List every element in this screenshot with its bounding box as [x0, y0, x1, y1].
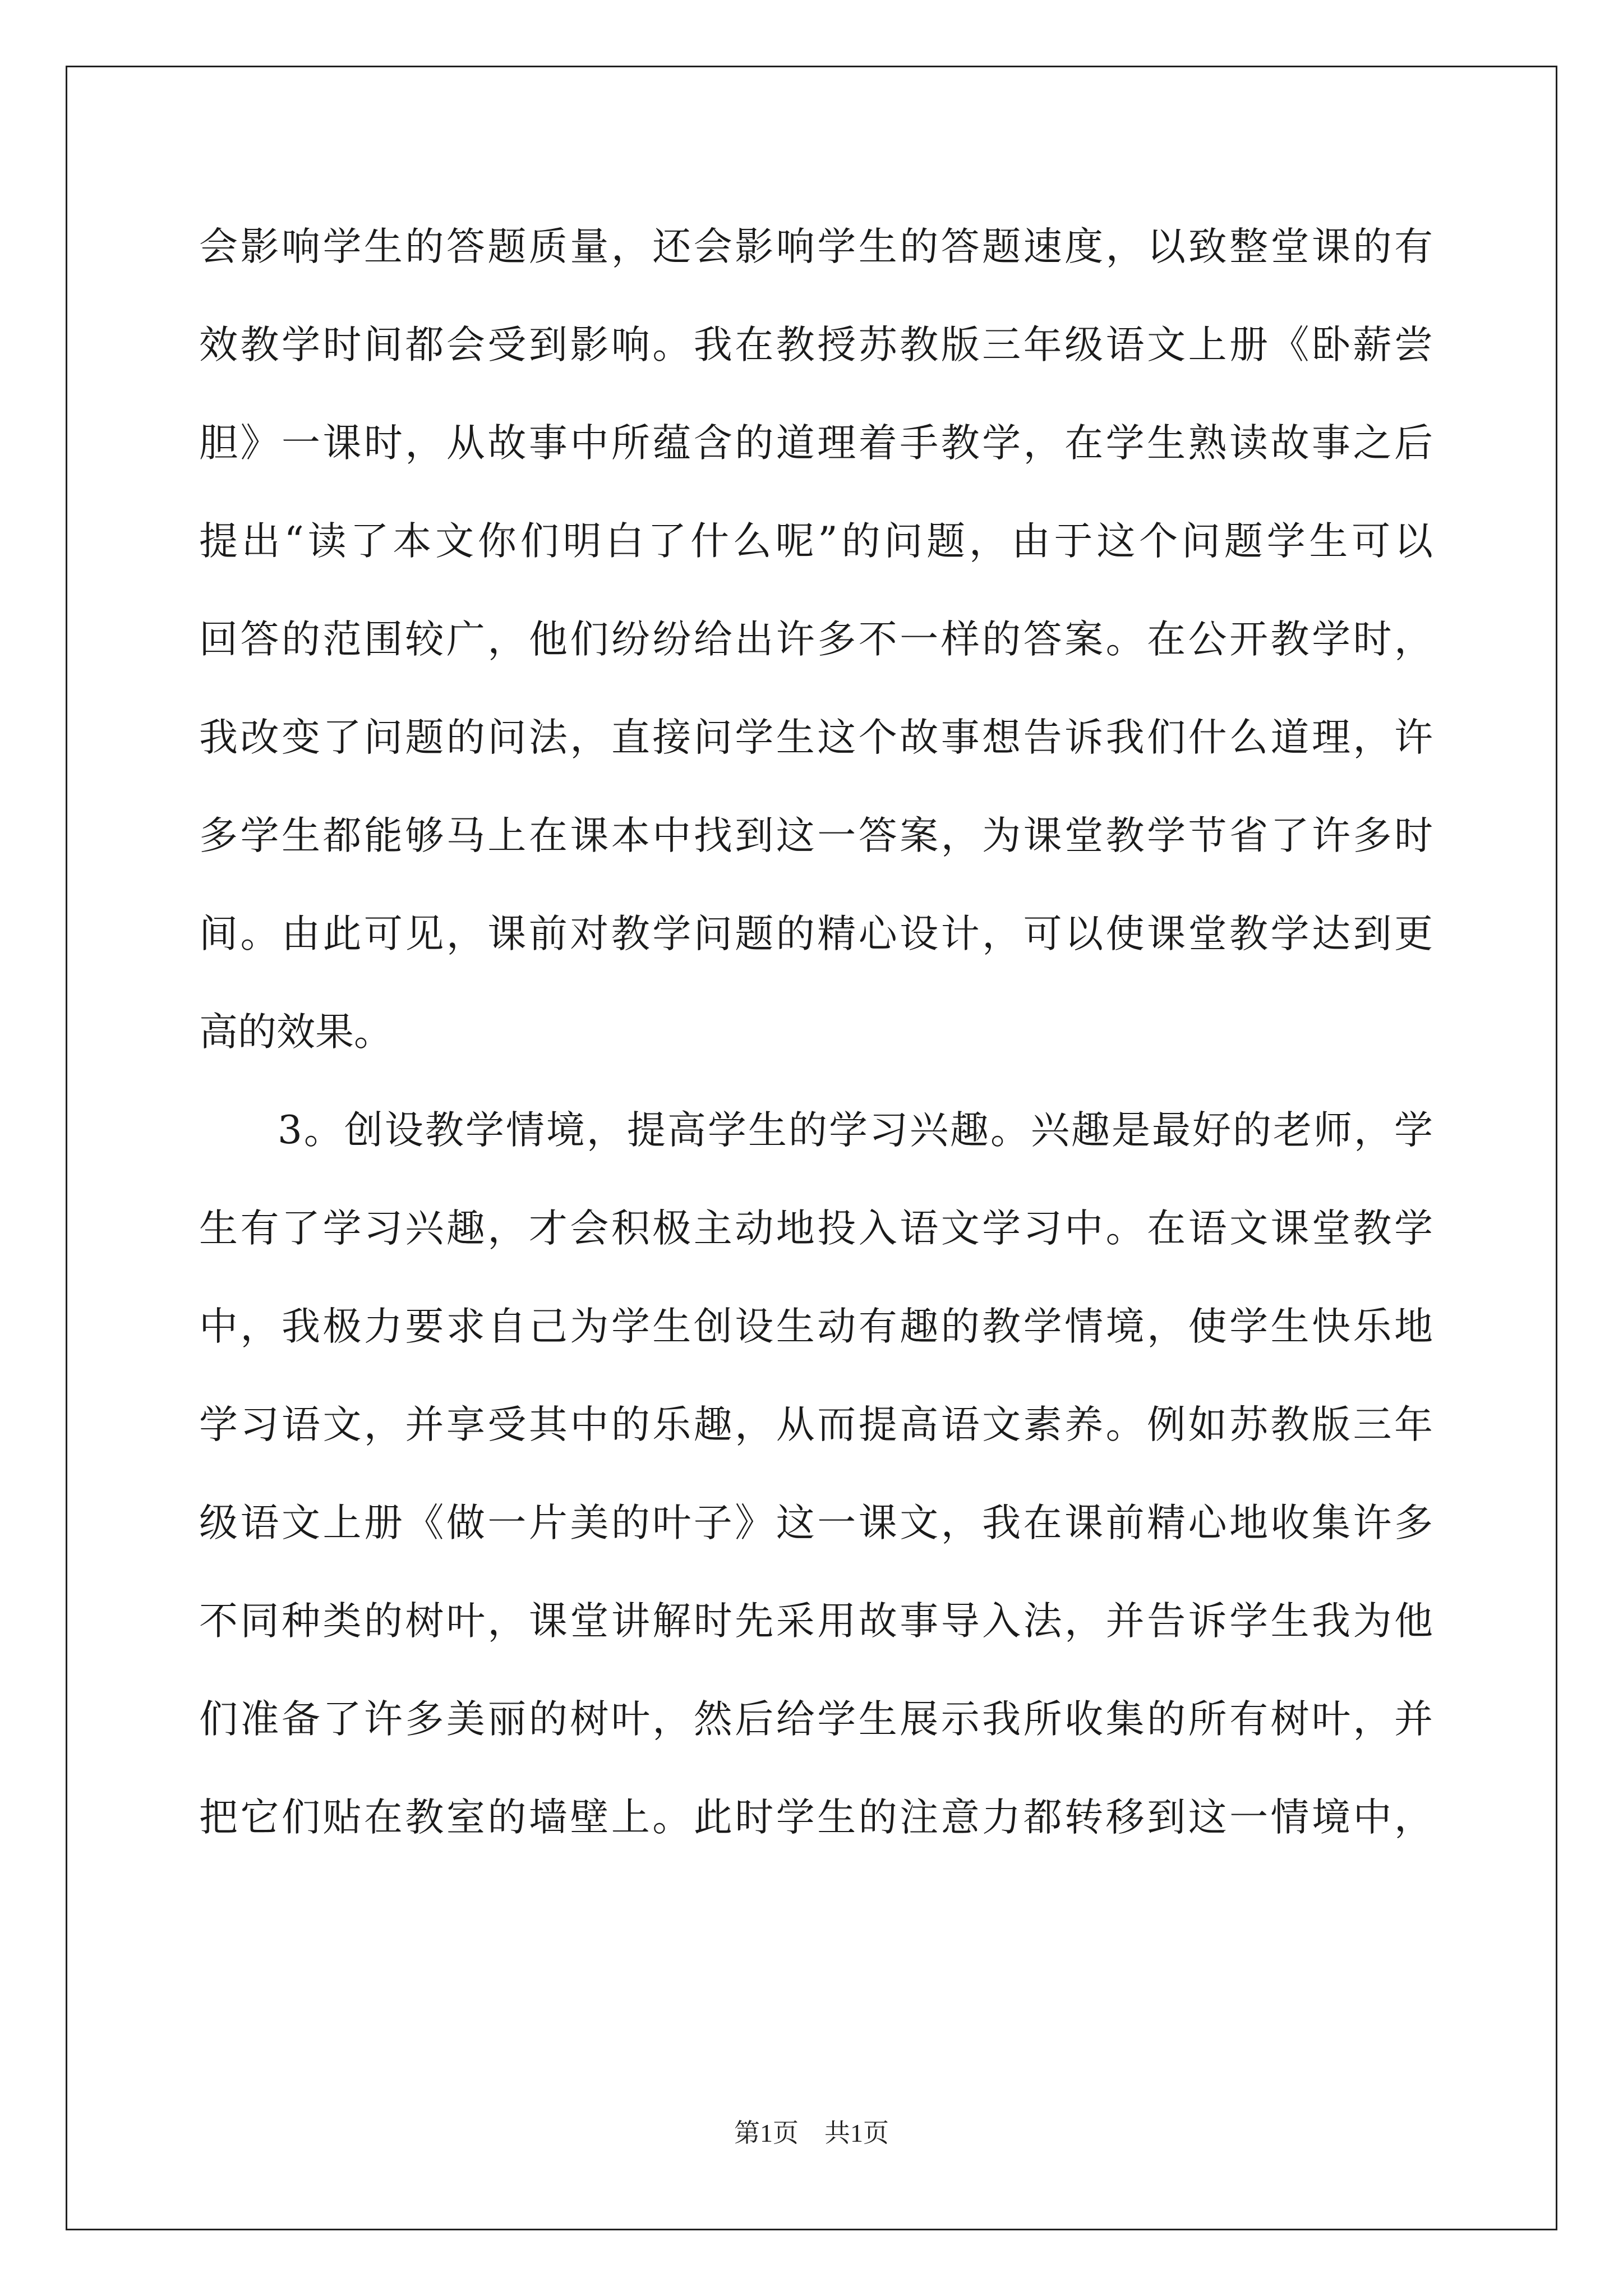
paragraph-line: 高的效果。 [199, 1010, 393, 1055]
paragraph-line: 把它们贴在教室的墙壁上。此时学生的注意力都转移到这一情境中， [199, 1795, 1433, 1840]
paragraph-line: 间。由此可见，课前对教学问题的精心设计，可以使课堂教学达到更 [199, 912, 1433, 956]
paragraph-line: 效教学时间都会受到影响。我在教授苏教版三年级语文上册《卧薪尝 [199, 323, 1433, 367]
paragraph-line: 中，我极力要求自己为学生创设生动有趣的教学情境，使学生快乐地 [199, 1304, 1433, 1349]
paragraph-line: 胆》一课时，从故事中所蕴含的道理着手教学，在学生熟读故事之后 [199, 421, 1433, 466]
page-footer [0, 2116, 1623, 2150]
paragraph-line: 不同种类的树叶，课堂讲解时先采用故事导入法，并告诉学生我为他 [199, 1599, 1433, 1644]
paragraph-line: 学习语文，并享受其中的乐趣，从而提高语文素养。例如苏教版三年 [199, 1402, 1433, 1447]
paragraph-line: 生有了学习兴趣，才会积极主动地投入语文学习中。在语文课堂教学 [199, 1206, 1433, 1251]
paragraph-line: 多学生都能够马上在课本中找到这一答案，为课堂教学节省了许多时 [199, 813, 1433, 858]
paragraph-line: 们准备了许多美丽的树叶，然后给学生展示我所收集的所有树叶，并 [199, 1697, 1433, 1742]
paragraph-line: 提出“读了本文你们明白了什么呢”的问题，由于这个问题学生可以 [199, 519, 1433, 564]
page-total: 共1页 [824, 2119, 889, 2147]
page-number: 第1页 [734, 2119, 799, 2147]
paragraph-line: 回答的范围较广，他们纷纷给出许多不一样的答案。在公开教学时， [199, 617, 1433, 662]
paragraph-line: 会影响学生的答题质量，还会影响学生的答题速度，以致整堂课的有 [199, 224, 1433, 269]
paragraph-line: 3。创设教学情境，提高学生的学习兴趣。兴趣是最好的老师，学 [278, 1108, 1433, 1153]
paragraph-line: 我改变了问题的问法，直接问学生这个故事想告诉我们什么道理，许 [199, 715, 1433, 760]
paragraph-line: 级语文上册《做一片美的叶子》这一课文，我在课前精心地收集许多 [199, 1501, 1433, 1545]
